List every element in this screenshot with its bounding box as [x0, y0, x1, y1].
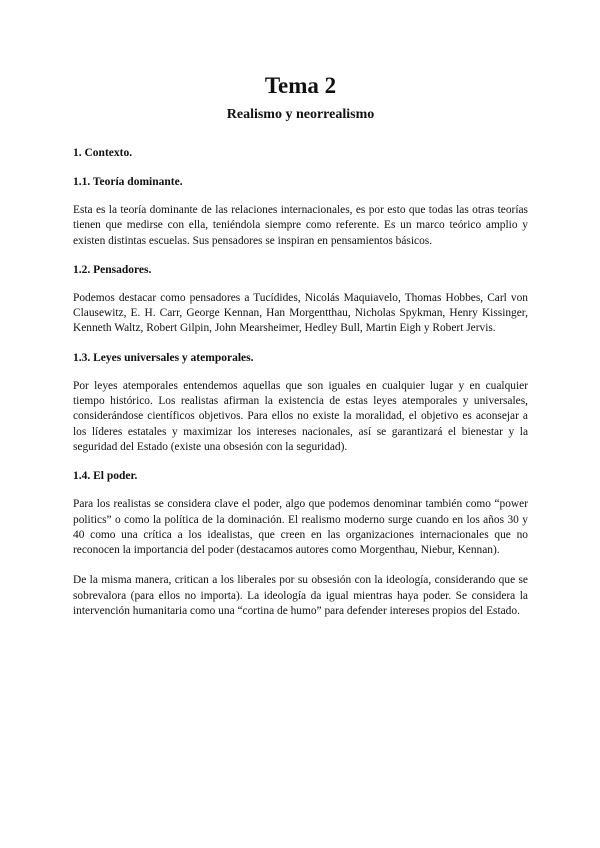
document-title: Tema 2: [264, 73, 337, 98]
section-heading-leyes: 1.3. Leyes universales y atemporales.: [73, 351, 254, 364]
paragraph-teoria-dominante: Esta es la teoría dominante de las relaciones internacionales, es por esto que todas las otras teorías tienen que medirse con ella, teniéndola siempre como referente. Es un marco teórico amplio y existen distintas escuelas. Sus pensadores se inspiran en pensamientos básicos.: [73, 204, 528, 247]
paragraph-pensadores: Podemos destacar como pensadores a Tucídides, Nicolás Maquiavelo, Thomas Hobbes, Carl von Clausewitz, E. H. Carr, George Kennan, Han Morgentthau, Nicholas Spykman, Henry Kissinger, Kenneth Waltz, Robert Gilpin, John Mearsheimer, Hedley Bull, Martin Eigh y Robert Jervis.: [73, 291, 528, 335]
section-heading-poder: 1.4. El poder.: [73, 470, 138, 483]
section-heading-teoria-dominante: 1.1. Teoría dominante.: [73, 176, 183, 188]
paragraph-leyes: Por leyes atemporales entendemos aquellas que son iguales en cualquier lugar y en cualquier tiempo histórico. Los realistas afirman la existencia de estas leyes atemporales y universales, considerándose científicos objetivos. Para ellos no existe la moralidad, el objetivo es aconsejar a los líderes estatales y maximizar los intereses nacionales, así se garantizará el bienestar y la seguridad del Estado (existe una obsesión con la seguridad).: [73, 379, 528, 453]
section-heading-contexto: 1. Contexto.: [73, 147, 133, 159]
section-heading-pensadores: 1.2. Pensadores.: [73, 263, 152, 276]
paragraph-poder-2: De la misma manera, critican a los liberales por su obsesión con la ideología, considerando que se sobrevalora (para ellos no importa). La ideología da igual mientras haya poder. Se considera la intervención humanitaria como una “cortina de humo” para defender intereses propios del Estado.: [73, 574, 528, 618]
document-content: [73, 72, 528, 619]
paragraph-poder-1: Para los realistas se considera clave el poder, algo que podemos denominar también como “power politics” o como la política de la dominación. El realismo moderno surge cuando en los años 30 y 40 como una crítica a los idealistas, que creen en las organizaciones internacionales que no reconocen la importancia del poder (destacamos autores como Morgenthau, Niebur, Kennan).: [73, 498, 528, 557]
document-subtitle: Realismo y neorrealismo: [226, 107, 375, 122]
